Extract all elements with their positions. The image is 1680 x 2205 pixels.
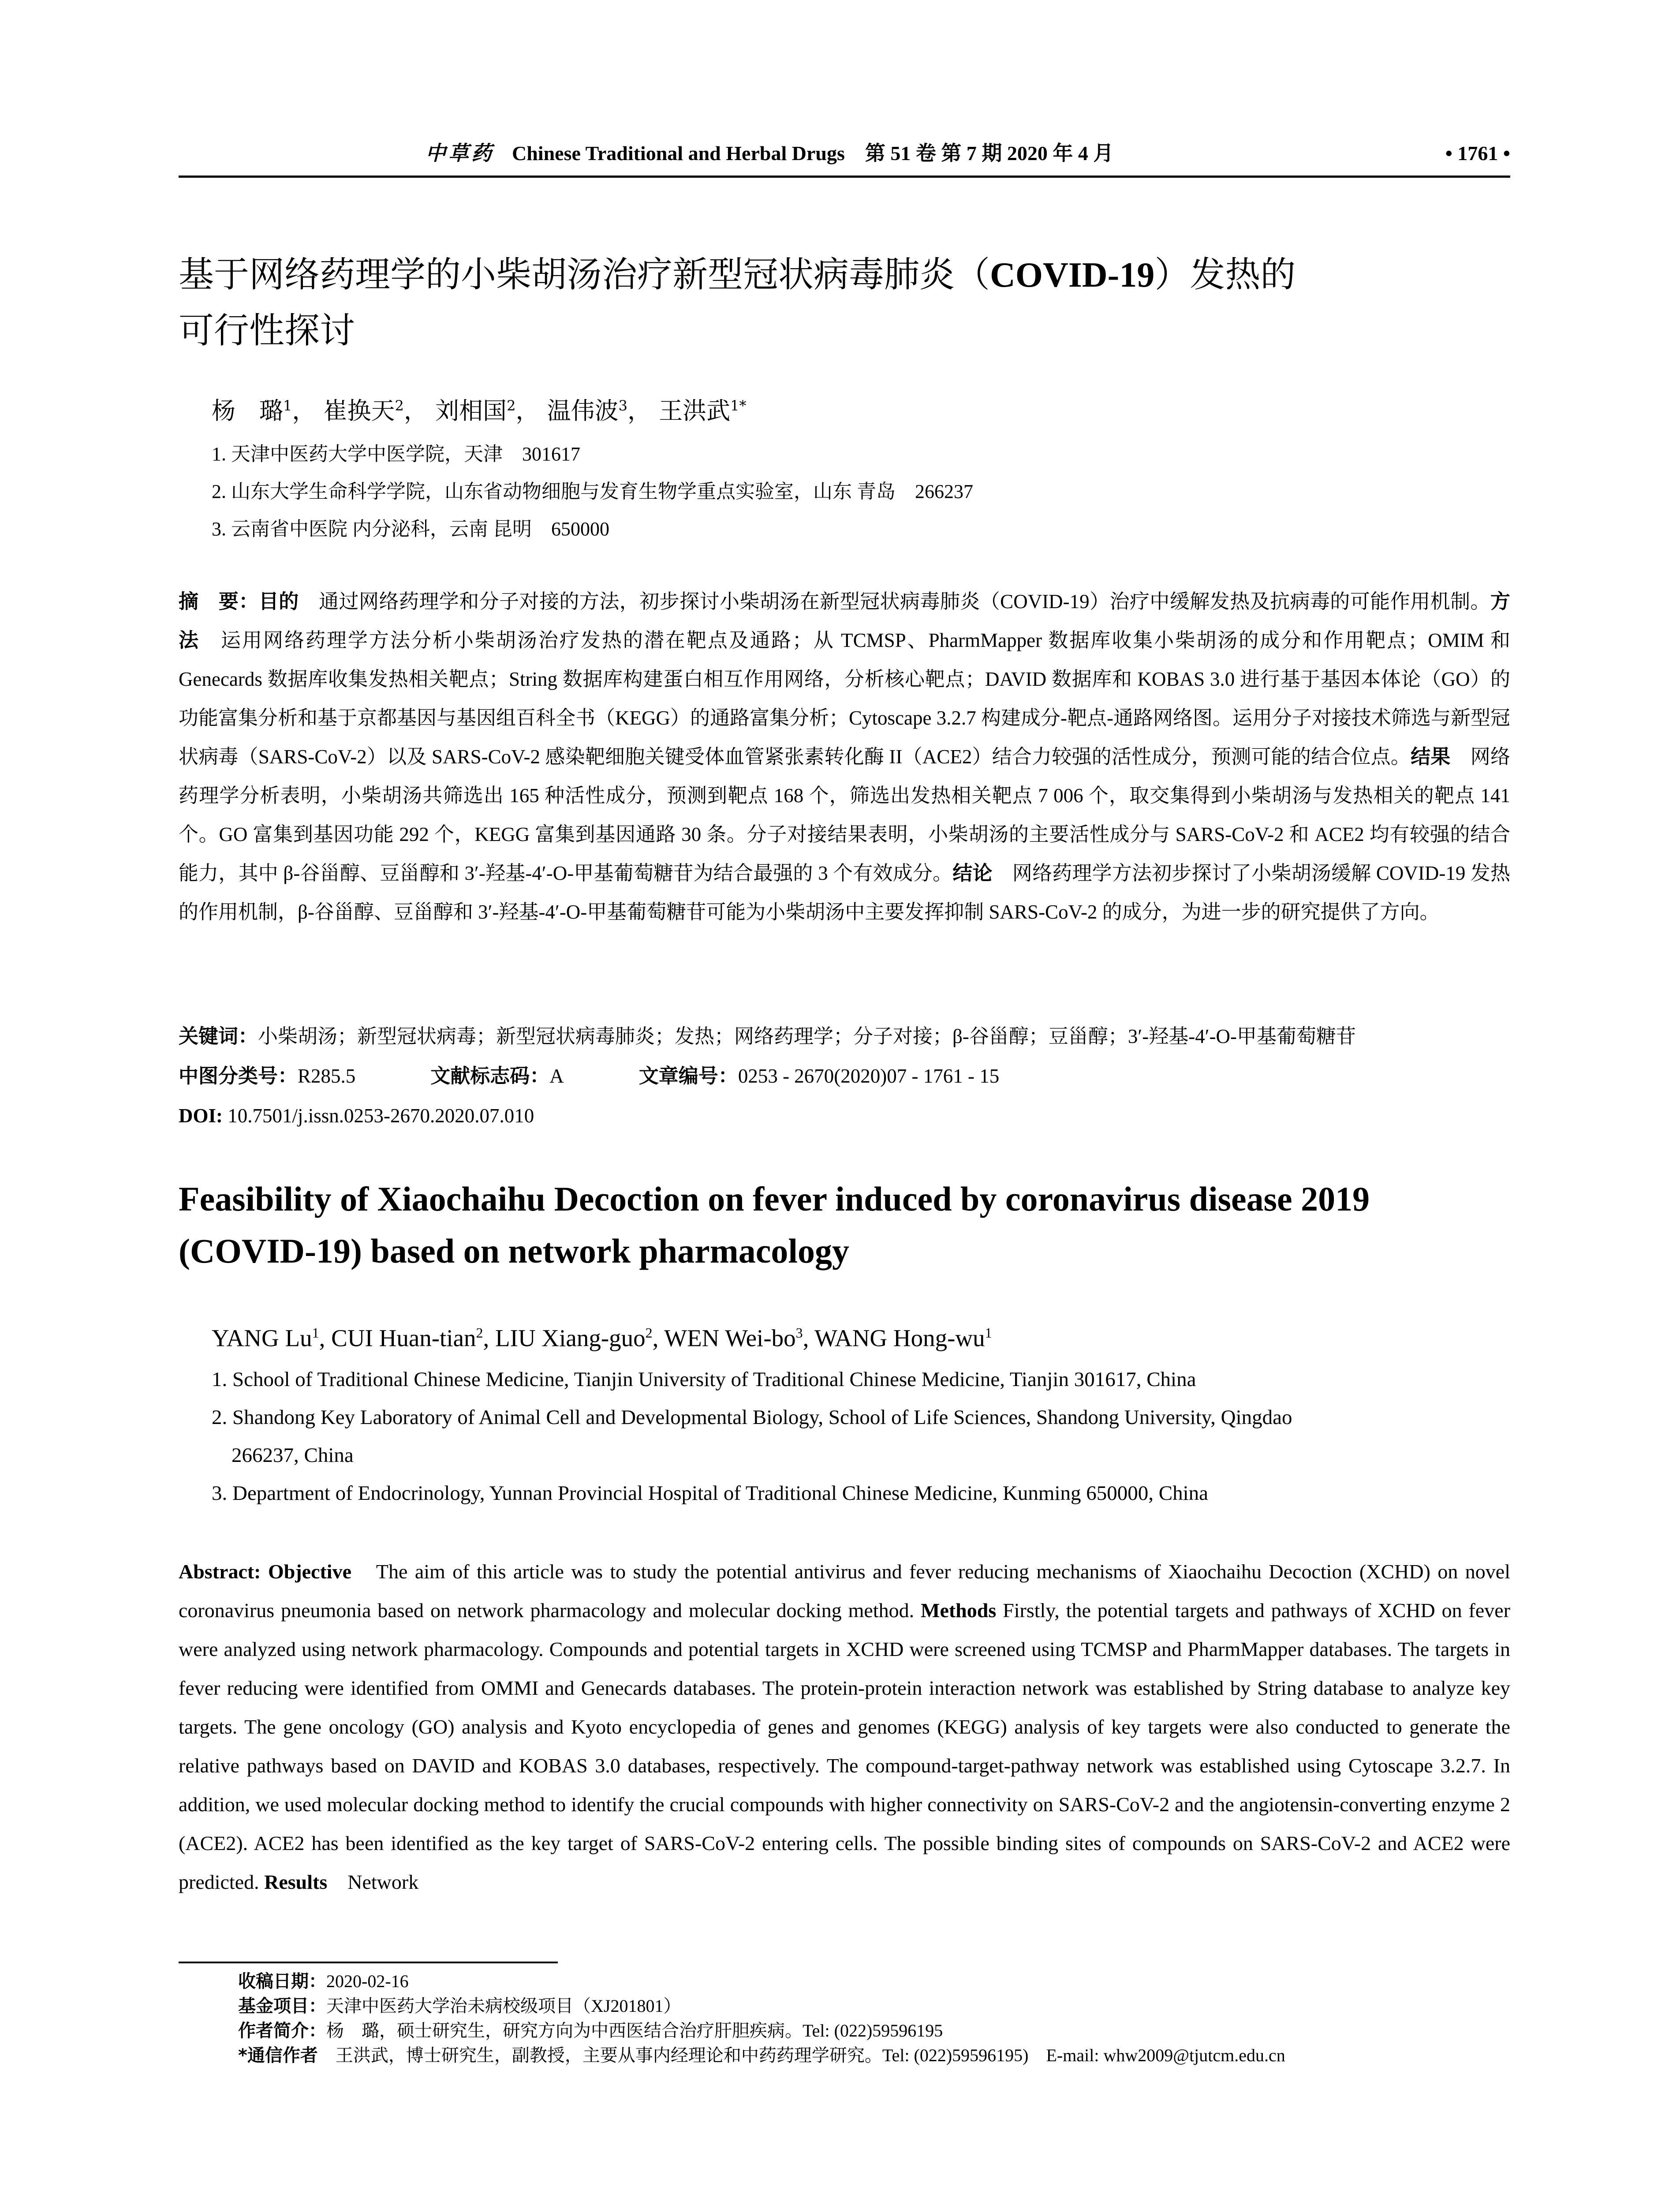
en-author: CUI Huan-tian xyxy=(331,1324,476,1352)
clc-value: R285.5 xyxy=(298,1065,356,1087)
cn-results-text: 网络药理学分析表明，小柴胡汤共筛选出 165 种活性成分，预测到靶点 168 个，筛选出发热相关靶点 7 006 个，取交集得到小柴胡汤与发热相关的靶点 141 个。GO 富集到基因功能 292 个，KEGG 富集到基因通路 30 条。分子对接结果表明，小柴胡汤的主要活性成分与 SARS-CoV-2 和 ACE2 均有较强的结合能力，其中 β-谷甾醇、豆甾醇和 3′-羟基-4′-O-甲基葡萄糖苷为结合最强的 3 个有效成分。 xyxy=(179,746,1510,884)
received-date: 收稿日期：2020-02-16 xyxy=(238,1971,409,1992)
cn-author: 温伟波 xyxy=(547,397,619,425)
page-number: • 1761 • xyxy=(1445,142,1510,164)
en-objective-label: Objective xyxy=(268,1560,351,1583)
journal-info xyxy=(426,140,1113,167)
cn-methods-label: 方法 xyxy=(179,590,1510,652)
cn-abstract-label: 摘 要： xyxy=(179,590,259,613)
header-rule xyxy=(179,176,1510,178)
doc-code-label: 文献标志码： xyxy=(430,1064,550,1088)
cn-author: 王洪武 xyxy=(659,397,731,425)
corresponding-author: *通信作者 王洪武，博士研究生，副教授，主要从事内经理论和中药药理学研究。Tel: (022)59596195) E-mail: whw2009@tjutcm.edu.cn xyxy=(238,2045,1285,2066)
cn-objective-label: 目的 xyxy=(258,590,299,613)
cn-methods-text: 运用网络药理学方法分析小柴胡汤治疗发热的潜在靶点及通路；从 TCMSP、PharmMapper 数据库收集小柴胡汤的成分和作用靶点；OMIM 和 Genecards 数据库收集发热相关靶点；String 数据库构建蛋白相互作用网络，分析核心靶点；DAVID 数据库和 KOBAS 3.0 进行基于基因本体论（GO）的功能富集分析和基于京都基因与基因组百科全书（KEGG）的通路富集分析；Cytoscape 3.2.7 构建成分-靶点-通路网络图。运用分子对接技术筛选与新型冠状病毒（SARS-CoV-2）以及 SARS-CoV-2 感染靶细胞关键受体血管紧张素转化酶 II（ACE2）结合力较强的活性成分，预测可能的结合位点。 xyxy=(179,629,1510,768)
doi-line xyxy=(179,1100,1510,1131)
en-results-text: Network xyxy=(327,1871,419,1893)
author-bio: 作者简介：杨 璐，硕士研究生，研究方向为中西医结合治疗肝胆疾病。Tel: (022)59596195 xyxy=(238,2021,943,2041)
en-affiliation-3: 3. Department of Endocrinology, Yunnan Provincial Hospital of Traditional Chinese Medicine, Kunming 650000, China xyxy=(212,1482,1209,1505)
fund-info: 基金项目：天津中医药大学治未病校级项目（XJ201801） xyxy=(238,1996,681,2016)
cn-abstract xyxy=(179,582,1510,931)
en-title xyxy=(179,1173,1510,1277)
cn-author: 杨 璐 xyxy=(212,397,283,425)
running-header xyxy=(179,140,1510,171)
en-results-label: Results xyxy=(264,1871,328,1893)
journal-line: Chinese Traditional and Herbal Drugs 第 51 卷 第 7 期 2020 年 4 月 xyxy=(512,142,1114,164)
cn-affiliation-2: 2. 山东大学生命科学学院，山东省动物细胞与发育生物学重点实验室，山东 青岛 266237 xyxy=(212,481,973,502)
cn-keywords-label: 关键词： xyxy=(179,1024,258,1048)
article-no-label: 文章编号： xyxy=(638,1064,738,1088)
cn-keywords xyxy=(179,1021,1510,1052)
cn-affiliation-3: 3. 云南省中医院 内分泌科，云南 昆明 650000 xyxy=(212,518,609,540)
cn-title-part-2: ）发热的 xyxy=(1154,254,1296,295)
en-author: YANG Lu xyxy=(212,1324,312,1352)
en-title-line-2: (COVID-19) based on network pharmacology xyxy=(179,1232,849,1270)
en-methods-text: Firstly, the potential targets and pathways of XCHD on fever were analyzed using network pharmacology. Compounds and potential targets in XCHD were screened using TCMSP and PharmMapper databases. The targets in fever reducing were identified from OMMI and Genecards databases. The protein-protein interaction network was established by String database to analyze key targets. The gene oncology (GO) analysis and Kyoto encyclopedia of genes and genomes (KEGG) analysis of key targets were also conducted to generate the relative pathways based on DAVID and KOBAS 3.0 databases, respectively. The compound-target-pathway network was established using Cytoscape 3.2.7. In addition, we used molecular docking method to identify the crucial compounds with higher connectivity on SARS-CoV-2 and the angiotensin-converting enzyme 2 (ACE2). ACE2 has been identified as the key target of SARS-CoV-2 entering cells. The possible binding sites of compounds on SARS-CoV-2 and ACE2 were predicted. xyxy=(179,1599,1511,1893)
journal-logo: 中草药 xyxy=(426,142,494,164)
cn-conclusion-label: 结论 xyxy=(952,861,993,885)
cn-title-latin: COVID-19 xyxy=(990,256,1155,295)
en-objective-text: The aim of this article was to study the potential antivirus and fever reducing mechanisms of Xiaochaihu Decoction (XCHD) on novel coronavirus pneumonia based on network pharmacology and molecular docking method. xyxy=(179,1560,1510,1622)
en-title-line-1: Feasibility of Xiaochaihu Decoction on fever induced by coronavirus disease 2019 xyxy=(179,1180,1370,1218)
cn-conclusion-text: 网络药理学方法初步探讨了小柴胡汤缓解 COVID-19 发热的作用机制，β-谷甾醇、豆甾醇和 3′-羟基-4′-O-甲基葡萄糖苷可能为小柴胡汤中主要发挥抑制 SARS-CoV-2 的成分，为进一步的研究提供了方向。 xyxy=(179,862,1510,923)
cn-title-part-1: 基于网络药理学的小柴胡汤治疗新型冠状病毒肺炎（ xyxy=(179,254,990,295)
cn-keywords-text: 小柴胡汤；新型冠状病毒；新型冠状病毒肺炎；发热；网络药理学；分子对接；β-谷甾醇；豆甾醇；3′-羟基-4′-O-甲基葡萄糖苷 xyxy=(258,1025,1356,1047)
footnotes xyxy=(238,1969,1512,2068)
clc-label: 中图分类号： xyxy=(179,1064,298,1088)
en-authors: YANG Lu$^1$, CUI Huan-tian$^2$, LIU Xiang-guo$^2$, WEN Wei-$bo^3$, WANG Hong-$wu^1$ xyxy=(212,1324,992,1352)
cn-classification xyxy=(179,1061,1510,1091)
en-affiliation-2: 2. Shandong Key Laboratory of Animal Cell and Developmental Biology, School of Life Sciences, Shandong University, Qingdao 266237, China xyxy=(212,1406,1292,1467)
en-affiliation-1: 1. School of Traditional Chinese Medicine, Tianjin University of Traditional Chinese Medicine, Tianjin 301617, China xyxy=(212,1368,1196,1391)
cn-results-label: 结果 xyxy=(1411,745,1451,768)
en-abstract xyxy=(179,1552,1510,1902)
en-author: WANG Hong-wu xyxy=(814,1324,985,1352)
cn-title-line-2: 可行性探讨 xyxy=(179,310,355,351)
cn-author: 崔换天 xyxy=(323,397,395,425)
en-affiliations xyxy=(212,1360,1510,1512)
cn-authors: 杨 璐$^1$， 崔换天$^2$， 刘相国$^2$， 温伟波$^3$， 王洪武$^{1*}$ xyxy=(212,397,747,425)
footnote-rule xyxy=(179,1962,558,1963)
en-abstract-label: Abstract: xyxy=(179,1560,261,1583)
doc-code-value: A xyxy=(549,1065,564,1087)
en-methods-label: Methods xyxy=(921,1599,997,1622)
en-author: WEN Wei-bo xyxy=(664,1324,796,1352)
doi-value[interactable]: 10.7501/j.issn.0253-2670.2020.07.010 xyxy=(223,1105,534,1127)
cn-author: 刘相国 xyxy=(435,397,507,425)
cn-affiliation-1: 1. 天津中医药大学中医学院，天津 301617 xyxy=(212,443,580,465)
cn-title xyxy=(179,247,1510,358)
en-author: LIU Xiang-guo xyxy=(495,1324,646,1352)
cn-objective-text: 通过网络药理学和分子对接的方法，初步探讨小柴胡汤在新型冠状病毒肺炎（COVID-19）治疗中缓解发热及抗病毒的可能作用机制。 xyxy=(299,590,1490,613)
doi-label: DOI: xyxy=(179,1105,223,1127)
article-no-value: 0253 - 2670(2020)07 - 1761 - 15 xyxy=(738,1065,1000,1087)
